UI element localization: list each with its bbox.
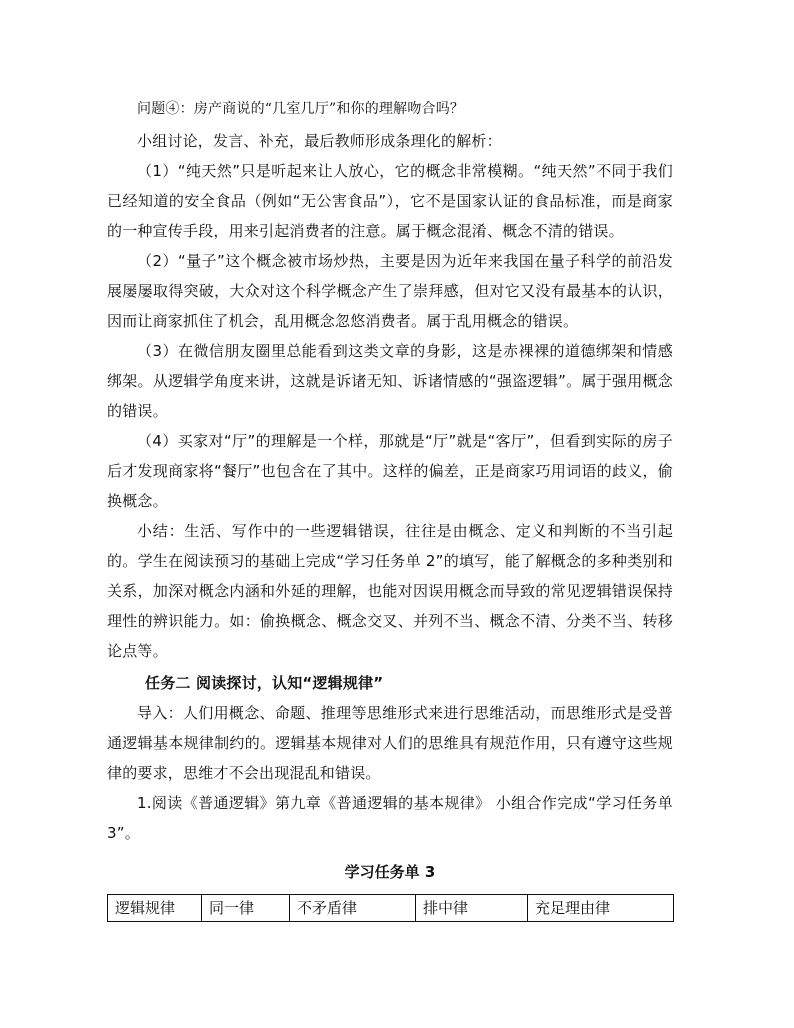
task-2-heading: 任务二 阅读探讨，认知“逻辑规律”: [145, 674, 384, 692]
table-header-row: [108, 895, 674, 922]
intro-paragraph: 导入：人们用概念、命题、推理等思维形式来进行思维活动，而思维形式是受普通逻辑基本规律制约的。逻辑基本规律对人们的思维具有规范作用，只有遵守这些规律的要求，思维才不会出现混乱和错误。: [107, 704, 673, 782]
analysis-paragraph-3: （3）在微信朋友圈里总能看到这类文章的身影，这是赤裸裸的道德绑架和情感绑架。从逻辑学角度来讲，这就是诉诸无知、诉诸情感的“强盗逻辑”。属于强用概念的错误。: [107, 342, 673, 420]
table-header-cell: 不矛盾律: [290, 895, 416, 922]
analysis-paragraph-2: （2）“量子”这个概念被市场炒热，主要是因为近年来我国在量子科学的前沿发展屡屡取得突破，大众对这个科学概念产生了崇拜感，但对它又没有最基本的认识，因而让商家抓住了机会，乱用概念忽悠消费者。属于乱用概念的错误。: [107, 252, 673, 330]
document-body: [107, 94, 673, 922]
table-header-cell: 排中律: [416, 895, 528, 922]
learning-task-table: [107, 894, 674, 922]
group-discussion-line: 小组讨论，发言、补充，最后教师形成条理化的解析：: [137, 132, 502, 150]
reading-task-paragraph: 1.阅读《普通逻辑》第九章《普通逻辑的基本规律》 小组合作完成“学习任务单 3”。: [107, 794, 673, 842]
summary-paragraph: 小结：生活、写作中的一些逻辑错误，往往是由概念、定义和判断的不当引起的。学生在阅读预习的基础上完成“学习任务单 2”的填写，能了解概念的多种类别和关系，加深对概念内涵和外延的理解，也能对因误用概念而导致的常见逻辑错误保持理性的辨识能力。如：偷换概念、概念交叉、并列不当、概念不清、分类不当、转移论点等。: [107, 522, 673, 660]
analysis-paragraph-1: （1）“纯天然”只是听起来让人放心，它的概念非常模糊。“纯天然”不同于我们已经知道的安全食品（例如“无公害食品”），它不是国家认证的食品标准，而是商家的一种宣传手段，用来引起消费者的注意。属于概念混淆、概念不清的错误。: [107, 162, 673, 240]
table-header-cell: 充足理由律: [528, 895, 674, 922]
table-header-cell: 逻辑规律: [108, 895, 202, 922]
analysis-paragraph-4: （4）买家对“厅”的理解是一个样，那就是“厅”就是“客厅”，但看到实际的房子后才发现商家将“餐厅”也包含在了其中。这样的偏差，正是商家巧用词语的歧义，偷换概念。: [107, 432, 673, 510]
table-title: 学习任务单 3: [344, 863, 436, 881]
question-4: 问题④：房产商说的“几室几厅”和你的理解吻合吗？: [137, 101, 465, 117]
table-header-cell: 同一律: [202, 895, 290, 922]
